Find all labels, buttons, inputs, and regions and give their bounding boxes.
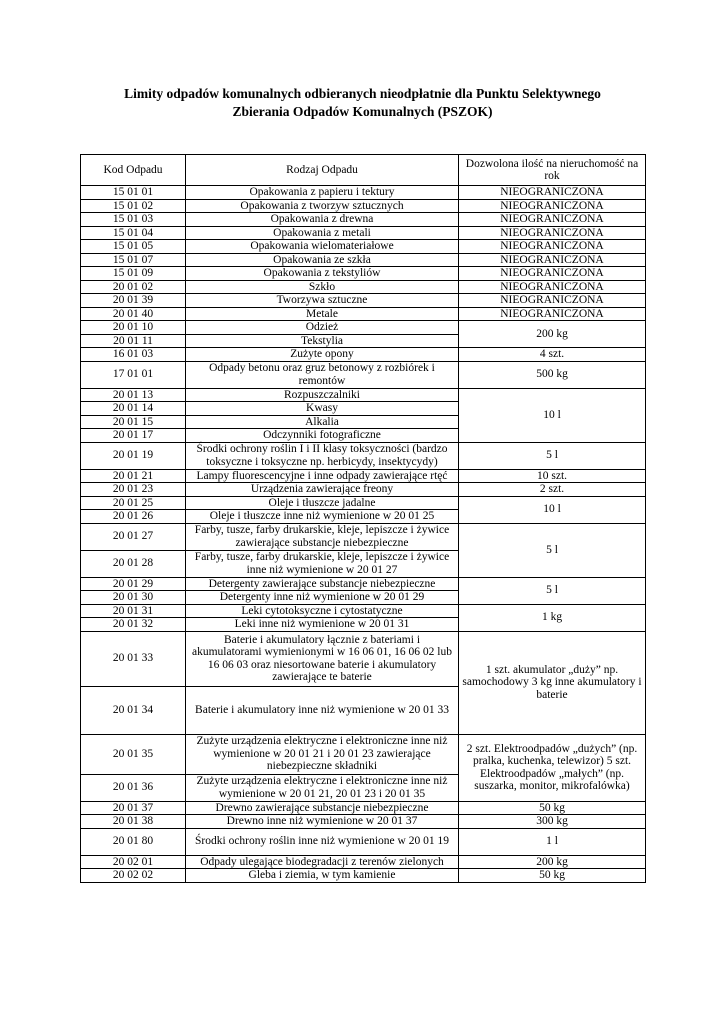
waste-code: 20 01 19 <box>81 442 186 469</box>
waste-code: 20 01 26 <box>81 510 186 524</box>
waste-type: Zużyte urządzenia elektryczne i elektroniczne inne niż wymienione w 20 01 21 i 20 01 23 zawierające niebezpieczne składniki <box>186 734 459 774</box>
waste-code: 20 01 32 <box>81 618 186 632</box>
table-row <box>81 226 646 240</box>
waste-type: Tekstylia <box>186 334 459 348</box>
waste-limit: NIEOGRANICZONA <box>459 186 646 200</box>
header-type: Rodzaj Odpadu <box>186 155 459 186</box>
waste-limit: 5 l <box>459 442 646 469</box>
waste-limit: 4 szt. <box>459 348 646 362</box>
waste-type: Odczynniki fotograficzne <box>186 429 459 443</box>
waste-limit: 10 szt. <box>459 469 646 483</box>
waste-code: 20 01 40 <box>81 307 186 321</box>
table-row <box>81 348 646 362</box>
waste-type: Alkalia <box>186 415 459 429</box>
waste-code: 15 01 01 <box>81 186 186 200</box>
waste-type: Drewno inne niż wymienione w 20 01 37 <box>186 815 459 829</box>
table-row <box>81 253 646 267</box>
waste-type: Opakowania z tekstyliów <box>186 267 459 281</box>
waste-code: 20 01 14 <box>81 402 186 416</box>
waste-type: Baterie i akumulatory łącznie z bateriami i akumulatorami wymienionymi w 16 06 01, 16 06 02 lub 16 06 03 oraz niesortowane baterie i akumulatory zawierające te baterie <box>186 631 459 686</box>
waste-code: 15 01 07 <box>81 253 186 267</box>
waste-limit: 5 l <box>459 577 646 604</box>
waste-type: Opakowania z metali <box>186 226 459 240</box>
waste-code: 20 01 34 <box>81 686 186 734</box>
waste-type: Środki ochrony roślin inne niż wymienione w 20 01 19 <box>186 828 459 855</box>
waste-code: 20 01 25 <box>81 496 186 510</box>
table-row <box>81 280 646 294</box>
waste-limit: NIEOGRANICZONA <box>459 240 646 254</box>
waste-code: 20 01 13 <box>81 388 186 402</box>
document-title <box>0 85 725 121</box>
waste-limit: 2 szt. Elektroodpadów „dużych” (np. pralka, kuchenka, telewizor) 5 szt. Elektroodpadów „małych” (np. suszarka, monitor, mikrofalówka) <box>459 734 646 801</box>
waste-code: 20 01 21 <box>81 469 186 483</box>
waste-limit: NIEOGRANICZONA <box>459 280 646 294</box>
waste-code: 15 01 02 <box>81 199 186 213</box>
waste-code: 15 01 05 <box>81 240 186 254</box>
table-row <box>81 523 646 550</box>
waste-type: Rozpuszczalniki <box>186 388 459 402</box>
waste-code: 20 01 36 <box>81 774 186 801</box>
waste-code: 20 01 28 <box>81 550 186 577</box>
waste-type: Oleje i tłuszcze jadalne <box>186 496 459 510</box>
waste-type: Farby, tusze, farby drukarskie, kleje, lepiszcze i żywice zawierające substancje niebezpieczne <box>186 523 459 550</box>
waste-type: Drewno zawierające substancje niebezpieczne <box>186 801 459 815</box>
waste-limit: 2 szt. <box>459 483 646 497</box>
waste-code: 20 01 23 <box>81 483 186 497</box>
waste-limit: 200 kg <box>459 855 646 869</box>
waste-code: 17 01 01 <box>81 361 186 388</box>
table-row <box>81 631 646 686</box>
waste-type: Szkło <box>186 280 459 294</box>
waste-type: Opakowania z drewna <box>186 213 459 227</box>
waste-code: 20 01 80 <box>81 828 186 855</box>
table-row <box>81 307 646 321</box>
waste-limit: 1 l <box>459 828 646 855</box>
waste-type: Lampy fluorescencyjne i inne odpady zawierające rtęć <box>186 469 459 483</box>
waste-type: Zużyte opony <box>186 348 459 362</box>
waste-limit: 50 kg <box>459 801 646 815</box>
waste-code: 20 02 02 <box>81 869 186 883</box>
waste-type: Opakowania z tworzyw sztucznych <box>186 199 459 213</box>
waste-code: 20 01 30 <box>81 591 186 605</box>
table-row <box>81 577 646 591</box>
waste-limit: 10 l <box>459 496 646 523</box>
waste-type: Baterie i akumulatory inne niż wymienione w 20 01 33 <box>186 686 459 734</box>
waste-code: 20 01 02 <box>81 280 186 294</box>
waste-code: 15 01 04 <box>81 226 186 240</box>
table-row <box>81 801 646 815</box>
waste-limits-table <box>80 154 646 883</box>
table-row <box>81 267 646 281</box>
table-row <box>81 828 646 855</box>
waste-type: Leki cytotoksyczne i cytostatyczne <box>186 604 459 618</box>
waste-limit: 1 kg <box>459 604 646 631</box>
waste-type: Opakowania wielomateriałowe <box>186 240 459 254</box>
waste-type: Opakowania z papieru i tektury <box>186 186 459 200</box>
waste-code: 20 01 11 <box>81 334 186 348</box>
waste-code: 20 01 29 <box>81 577 186 591</box>
waste-type: Odpady betonu oraz gruz betonowy z rozbiórek i remontów <box>186 361 459 388</box>
waste-limit: 200 kg <box>459 321 646 348</box>
waste-limit: 1 szt. akumulator „duży” np. samochodowy 3 kg inne akumulatory i baterie <box>459 631 646 734</box>
table-row <box>81 442 646 469</box>
table-row <box>81 361 646 388</box>
waste-code: 20 01 15 <box>81 415 186 429</box>
waste-type: Oleje i tłuszcze inne niż wymienione w 20 01 25 <box>186 510 459 524</box>
waste-code: 15 01 03 <box>81 213 186 227</box>
waste-code: 20 01 10 <box>81 321 186 335</box>
waste-type: Urządzenia zawierające freony <box>186 483 459 497</box>
waste-code: 20 01 35 <box>81 734 186 774</box>
waste-type: Kwasy <box>186 402 459 416</box>
table-row <box>81 321 646 335</box>
waste-limit: 10 l <box>459 388 646 442</box>
table-row <box>81 855 646 869</box>
table-row <box>81 469 646 483</box>
waste-limit: 5 l <box>459 523 646 577</box>
table-row <box>81 483 646 497</box>
waste-code: 15 01 09 <box>81 267 186 281</box>
table-row <box>81 186 646 200</box>
waste-type: Gleba i ziemia, w tym kamienie <box>186 869 459 883</box>
waste-code: 20 01 27 <box>81 523 186 550</box>
waste-code: 16 01 03 <box>81 348 186 362</box>
table-row <box>81 240 646 254</box>
waste-limit: 300 kg <box>459 815 646 829</box>
table-row <box>81 869 646 883</box>
waste-limit: NIEOGRANICZONA <box>459 199 646 213</box>
table-row <box>81 199 646 213</box>
waste-code: 20 01 33 <box>81 631 186 686</box>
table-row <box>81 213 646 227</box>
waste-limit: NIEOGRANICZONA <box>459 213 646 227</box>
waste-type: Farby, tusze, farby drukarskie, kleje, lepiszcze i żywice inne niż wymienione w 20 01 27 <box>186 550 459 577</box>
waste-type: Opakowania ze szkła <box>186 253 459 267</box>
waste-limit: NIEOGRANICZONA <box>459 267 646 281</box>
waste-code: 20 01 31 <box>81 604 186 618</box>
waste-code: 20 02 01 <box>81 855 186 869</box>
waste-limit: NIEOGRANICZONA <box>459 294 646 308</box>
waste-limit: NIEOGRANICZONA <box>459 307 646 321</box>
waste-code: 20 01 38 <box>81 815 186 829</box>
title-line-2: Zbierania Odpadów Komunalnych (PSZOK) <box>232 104 493 119</box>
header-limit: Dozwolona ilość na nieruchomość na rok <box>459 155 646 186</box>
waste-type: Odpady ulegające biodegradacji z terenów zielonych <box>186 855 459 869</box>
waste-code: 20 01 37 <box>81 801 186 815</box>
waste-type: Tworzywa sztuczne <box>186 294 459 308</box>
table-row <box>81 815 646 829</box>
table-row <box>81 388 646 402</box>
table-row <box>81 734 646 774</box>
waste-limit: 50 kg <box>459 869 646 883</box>
waste-type: Leki inne niż wymienione w 20 01 31 <box>186 618 459 632</box>
waste-limit: NIEOGRANICZONA <box>459 253 646 267</box>
waste-limit: 500 kg <box>459 361 646 388</box>
waste-type: Odzież <box>186 321 459 335</box>
title-line-1: Limity odpadów komunalnych odbieranych nieodpłatnie dla Punktu Selektywnego <box>124 86 601 101</box>
waste-type: Detergenty inne niż wymienione w 20 01 29 <box>186 591 459 605</box>
waste-code: 20 01 17 <box>81 429 186 443</box>
waste-code: 20 01 39 <box>81 294 186 308</box>
waste-type: Zużyte urządzenia elektryczne i elektroniczne inne niż wymienione w 20 01 21, 20 01 23 i 20 01 35 <box>186 774 459 801</box>
waste-type: Detergenty zawierające substancje niebezpieczne <box>186 577 459 591</box>
table-row <box>81 496 646 510</box>
waste-type: Metale <box>186 307 459 321</box>
table-row <box>81 604 646 618</box>
header-code: Kod Odpadu <box>81 155 186 186</box>
waste-type: Środki ochrony roślin I i II klasy toksyczności (bardzo toksyczne i toksyczne np. herbicydy, insektycydy) <box>186 442 459 469</box>
waste-limit: NIEOGRANICZONA <box>459 226 646 240</box>
table-header-row <box>81 155 646 186</box>
table-row <box>81 294 646 308</box>
